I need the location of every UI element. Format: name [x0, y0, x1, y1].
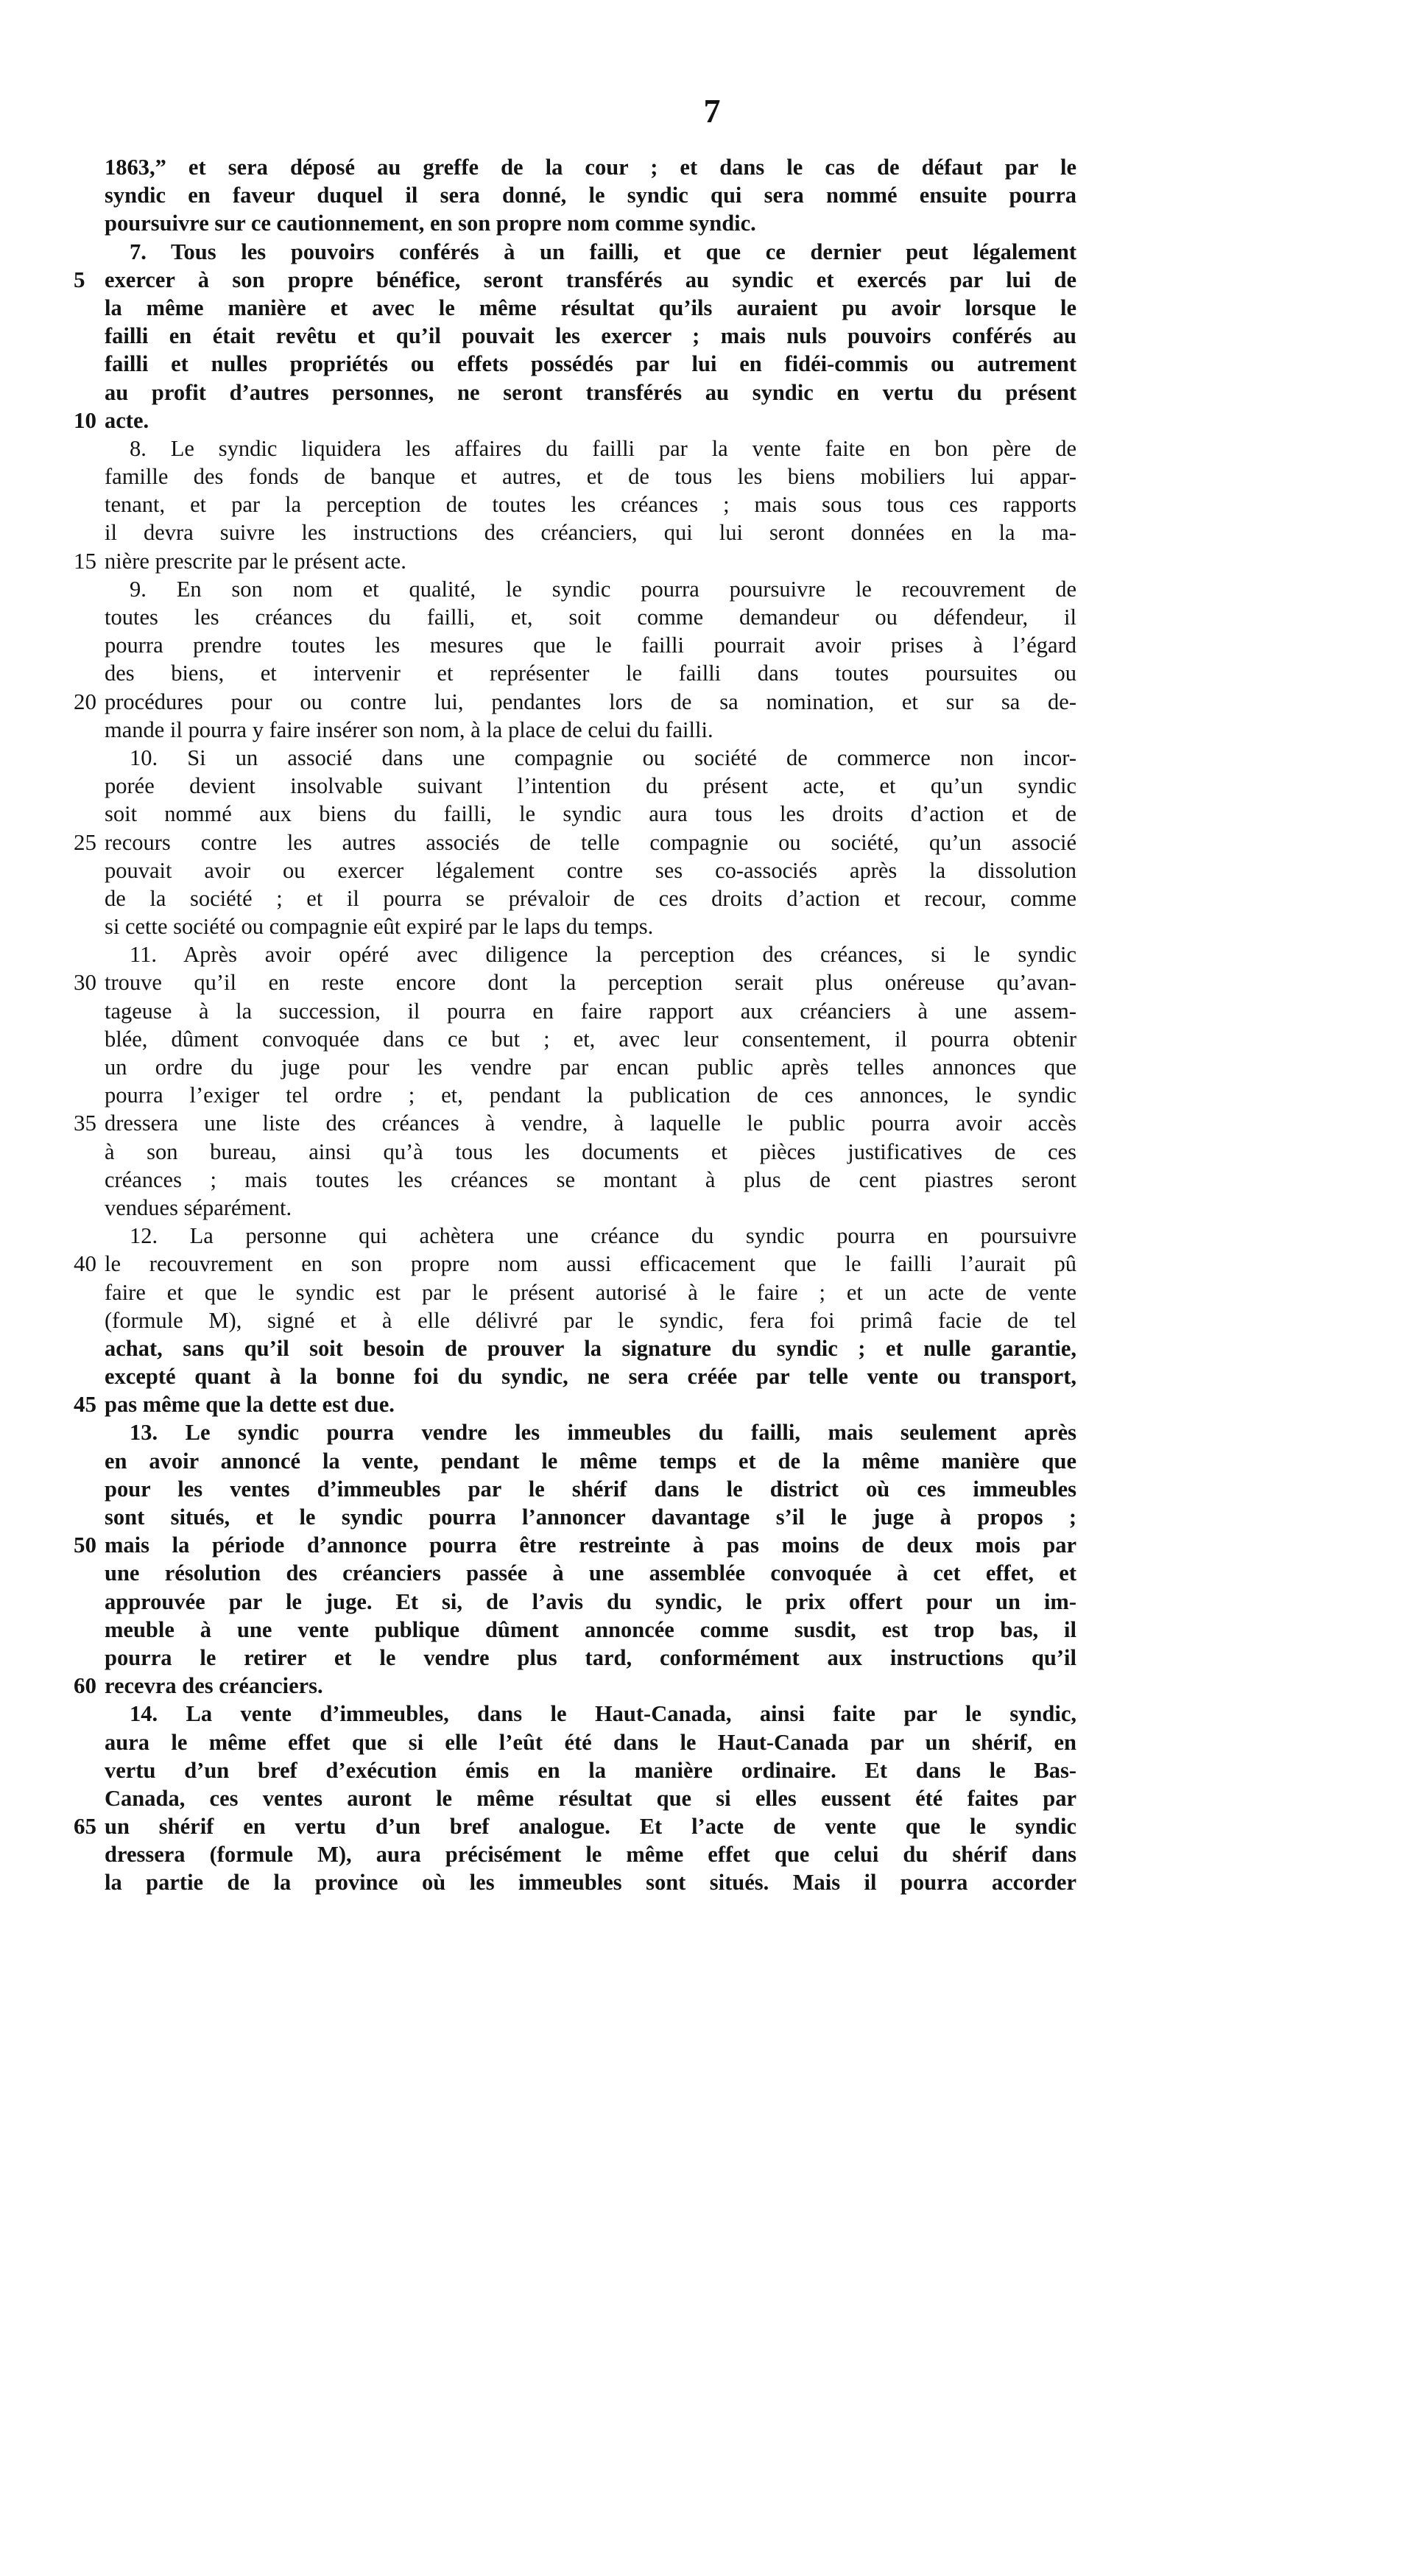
line-text: une résolution des créanciers passée à une assemblée convoquée à cet effet, et — [105, 1560, 1076, 1586]
text-line — [74, 968, 1076, 996]
text-line — [105, 1644, 1076, 1672]
line-text: soit nommé aux biens du failli, le syndic aura tous les droits d’action et de — [105, 801, 1076, 827]
text-line — [105, 912, 1076, 940]
line-number: 15 — [74, 547, 96, 574]
page-number: 7 — [703, 92, 721, 130]
line-number: 35 — [74, 1110, 96, 1136]
text-line — [105, 1868, 1076, 1896]
line-text: 1863,” et sera déposé au greffe de la cour ; et dans le cas de défaut par le — [105, 155, 1076, 180]
text-line — [105, 1362, 1076, 1390]
line-number: 60 — [74, 1672, 96, 1699]
line-text: aura le même effet que si elle l’eût été dans le Haut-Canada par un shérif, en — [105, 1729, 1076, 1755]
line-text: mais la période d’annonce pourra être restreinte à pas moins de deux mois par — [105, 1532, 1076, 1558]
line-text: un ordre du juge pour les vendre par encan public après telles annonces que — [105, 1055, 1076, 1080]
text-line — [105, 1025, 1076, 1053]
text-line — [74, 828, 1076, 856]
line-text: procédures pour ou contre lui, pendantes lors de sa nomination, et sur sa de- — [105, 689, 1076, 714]
line-text: pourra l’exiger tel ordre ; et, pendant la publication de ces annonces, le syndic — [105, 1083, 1076, 1108]
line-text: pourra le retirer et le vendre plus tard, conformément aux instructions qu’il — [105, 1644, 1076, 1670]
line-text: tageuse à la succession, il pourra en faire rapport aux créanciers à une assem- — [105, 998, 1076, 1024]
text-line — [105, 659, 1076, 687]
line-number: 30 — [74, 969, 96, 996]
line-text: recevra des créanciers. — [105, 1673, 323, 1699]
text-line — [105, 153, 1076, 181]
line-text: la partie de la province où les immeubles sont situés. Mais il pourra accorder — [105, 1870, 1076, 1896]
line-number: 25 — [74, 828, 96, 855]
text-line — [105, 1616, 1076, 1644]
line-text: pour les ventes d’immeubles par le shérif dans le district où ces immeubles — [105, 1476, 1076, 1502]
line-text: pouvait avoir ou exercer légalement contre ses co-associés après la dissolution — [105, 857, 1076, 883]
line-text: au profit d’autres personnes, ne seront transférés au syndic en vertu du présent — [105, 379, 1076, 405]
line-text: pas même que la dette est due. — [105, 1392, 395, 1418]
line-text: poursuivre sur ce cautionnement, en son propre nom comme syndic. — [105, 211, 756, 236]
text-line — [74, 1812, 1076, 1840]
text-line — [105, 294, 1076, 322]
line-text: faire et que le syndic est par le présent autorisé à le faire ; et un acte de vente — [105, 1279, 1076, 1305]
text-line — [105, 209, 1076, 237]
line-text: si cette société ou compagnie eût expiré par le laps du temps. — [105, 914, 654, 940]
text-line — [105, 1700, 1076, 1728]
line-text: dressera une liste des créances à vendre, à laquelle le public pourra avoir accès — [105, 1111, 1076, 1136]
line-text: excepté quant à la bonne foi du syndic, ne sera créée par telle vente ou transport, — [105, 1364, 1076, 1390]
line-number: 40 — [74, 1250, 96, 1277]
line-text: famille des fonds de banque et autres, et de tous les biens mobiliers lui appar- — [105, 464, 1076, 490]
text-line — [105, 716, 1076, 744]
text-line — [105, 1559, 1076, 1587]
text-line — [105, 997, 1076, 1025]
line-text: la même manière et avec le même résultat qu’ils auraient pu avoir lorsque le — [105, 295, 1076, 320]
text-line — [105, 518, 1076, 546]
line-text: pourra prendre toutes les mesures que le failli pourrait avoir prises à l’égard — [105, 633, 1076, 658]
text-line — [105, 772, 1076, 800]
line-text: exercer à son propre bénéfice, seront transférés au syndic et exercés par lui de — [105, 267, 1076, 292]
text-line — [74, 1109, 1076, 1137]
text-line — [105, 434, 1076, 462]
line-text: vendues séparément. — [105, 1194, 292, 1220]
line-text: 7. Tous les pouvoirs conférés à un failli, et que ce dernier peut légalement — [130, 239, 1076, 264]
text-line — [105, 238, 1076, 266]
body-text — [74, 153, 1076, 1897]
line-number: 50 — [74, 1532, 96, 1558]
text-line — [105, 800, 1076, 828]
text-line — [74, 547, 1076, 575]
line-text: en avoir annoncé la vente, pendant le même temps et de la même manière que — [105, 1448, 1076, 1474]
text-line — [74, 1531, 1076, 1559]
text-line — [74, 1672, 1076, 1700]
line-number: 45 — [74, 1391, 96, 1418]
line-text: à son bureau, ainsi qu’à tous les documents et pièces justificatives de ces — [105, 1139, 1076, 1164]
line-text: approuvée par le juge. Et si, de l’avis du syndic, le prix offert pour un im- — [105, 1588, 1076, 1614]
line-text: 10. Si un associé dans une compagnie ou société de commerce non incor- — [130, 745, 1076, 770]
text-line — [105, 1840, 1076, 1868]
line-text: blée, dûment convoquée dans ce but ; et, avec leur consentement, il pourra obtenir — [105, 1026, 1076, 1052]
text-line — [105, 1053, 1076, 1081]
text-line — [105, 884, 1076, 912]
line-text: 8. Le syndic liquidera les affaires du failli par la vente faite en bon père de — [130, 435, 1076, 461]
line-text: 9. En son nom et qualité, le syndic pourra poursuivre le recouvrement de — [130, 576, 1076, 602]
text-line — [105, 603, 1076, 631]
text-line — [74, 688, 1076, 716]
line-text: toutes les créances du failli, et, soit comme demandeur ou défendeur, il — [105, 605, 1076, 630]
text-line — [74, 407, 1076, 434]
line-text: acte. — [105, 407, 149, 433]
line-text: des biens, et intervenir et représenter le failli dans toutes poursuites ou — [105, 661, 1076, 686]
text-line — [105, 1784, 1076, 1812]
text-line — [105, 350, 1076, 378]
line-text: nière prescrite par le présent acte. — [105, 548, 406, 574]
line-number: 5 — [74, 266, 85, 292]
line-text: 14. La vente d’immeubles, dans le Haut-Canada, ainsi faite par le syndic, — [130, 1701, 1076, 1727]
text-line — [105, 1503, 1076, 1531]
text-line — [105, 631, 1076, 659]
line-text: Canada, ces ventes auront le même résultat que si elles eussent été faites par — [105, 1785, 1076, 1811]
text-line — [105, 1081, 1076, 1109]
line-number: 65 — [74, 1813, 96, 1840]
text-line — [105, 575, 1076, 603]
text-line — [105, 1475, 1076, 1503]
line-text: failli en était revêtu et qu’il pouvait les exercer ; mais nuls pouvoirs conférés au — [105, 323, 1076, 349]
text-line — [105, 1166, 1076, 1194]
line-text: un shérif en vertu d’un bref analogue. Et l’acte de vente que le syndic — [105, 1814, 1076, 1840]
line-text: meuble à une vente publique dûment annoncée comme susdit, est trop bas, il — [105, 1616, 1076, 1642]
text-line — [105, 1138, 1076, 1166]
text-line — [74, 266, 1076, 294]
line-text: achat, sans qu’il soit besoin de prouver la signature du syndic ; et nulle garantie, — [105, 1335, 1076, 1361]
text-line — [105, 1447, 1076, 1475]
text-line — [105, 322, 1076, 350]
line-text: vertu d’un bref d’exécution émis en la manière ordinaire. Et dans le Bas- — [105, 1757, 1076, 1783]
line-number: 10 — [74, 407, 96, 433]
line-text: il devra suivre les instructions des créanciers, qui lui seront données en la ma- — [105, 520, 1076, 546]
text-line — [105, 490, 1076, 518]
line-text: dressera (formule M), aura précisément le même effet que celui du shérif dans — [105, 1842, 1076, 1868]
text-line — [105, 1306, 1076, 1334]
text-line — [105, 1278, 1076, 1306]
line-text: mande il pourra y faire insérer son nom, à la place de celui du failli. — [105, 717, 713, 742]
line-number: 20 — [74, 688, 96, 714]
text-line — [105, 379, 1076, 407]
line-text: syndic en faveur duquel il sera donné, le syndic qui sera nommé ensuite pourra — [105, 183, 1076, 208]
line-text: 12. La personne qui achètera une créance du syndic pourra en poursuivre — [130, 1223, 1076, 1249]
line-text: trouve qu’il en reste encore dont la perception serait plus onéreuse qu’avan- — [105, 970, 1076, 996]
line-text: sont situés, et le syndic pourra l’annoncer davantage s’il le juge à propos ; — [105, 1505, 1076, 1530]
line-text: 11. Après avoir opéré avec diligence la perception des créances, si le syndic — [130, 942, 1076, 968]
line-text: créances ; mais toutes les créances se montant à plus de cent piastres seront — [105, 1166, 1076, 1192]
text-line — [105, 1418, 1076, 1446]
text-line — [74, 1390, 1076, 1418]
text-line — [105, 462, 1076, 490]
line-text: (formule M), signé et à elle délivré par le syndic, fera foi primâ facie de tel — [105, 1307, 1076, 1333]
text-line — [105, 1334, 1076, 1362]
text-line — [105, 856, 1076, 884]
line-text: 13. Le syndic pourra vendre les immeubles du failli, mais seulement après — [130, 1420, 1076, 1446]
line-text: recours contre les autres associés de telle compagnie ou société, qu’un associé — [105, 829, 1076, 855]
text-line — [105, 1728, 1076, 1756]
text-line — [105, 181, 1076, 209]
text-line — [105, 1588, 1076, 1616]
text-line — [74, 1250, 1076, 1278]
text-line — [105, 744, 1076, 772]
text-line — [105, 1194, 1076, 1222]
line-text: de la société ; et il pourra se prévaloir de ces droits d’action et recour, comme — [105, 885, 1076, 911]
line-text: failli et nulles propriétés ou effets possédés par lui en fidéi-commis ou autrement — [105, 351, 1076, 377]
text-line — [105, 940, 1076, 968]
line-text: le recouvrement en son propre nom aussi efficacement que le failli l’aurait pû — [105, 1251, 1076, 1277]
line-text: tenant, et par la perception de toutes les créances ; mais sous tous ces rapports — [105, 492, 1076, 518]
text-line — [105, 1756, 1076, 1784]
line-text: porée devient insolvable suivant l’intention du présent acte, et qu’un syndic — [105, 773, 1076, 799]
text-line — [105, 1222, 1076, 1250]
